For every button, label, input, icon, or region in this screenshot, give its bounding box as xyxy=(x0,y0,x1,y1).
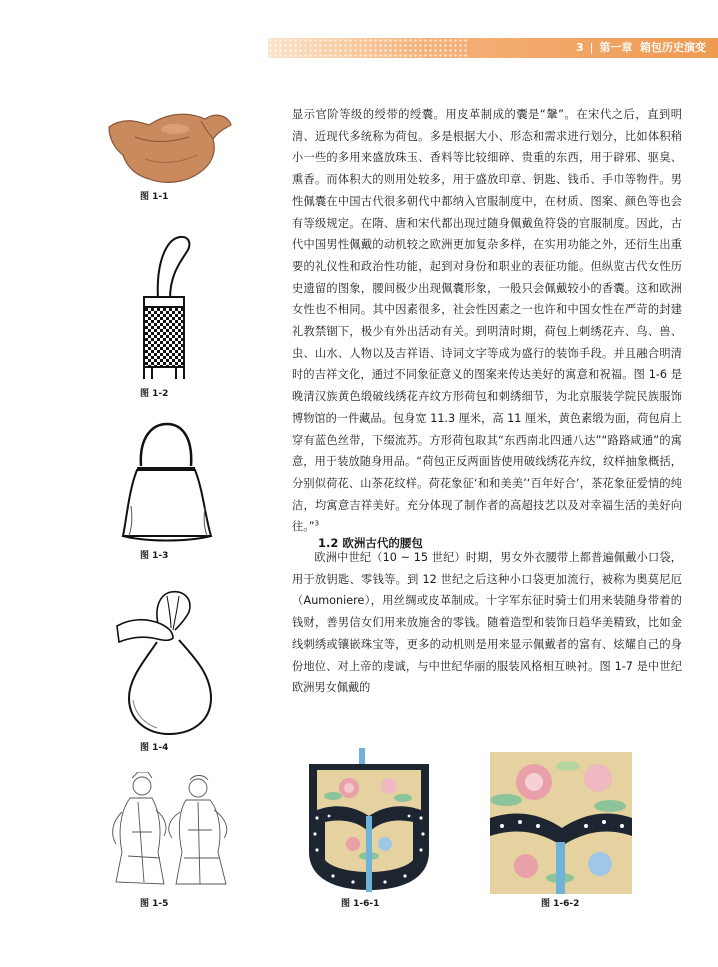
caption-figure-1-6-1: 图 1-6-1 xyxy=(341,899,380,909)
figure-1-5-medieval-figures xyxy=(108,772,236,890)
page-number: 3 xyxy=(575,41,584,54)
paragraph-2: 欧洲中世纪（10 ~ 15 世纪）时期，男女外衣腰带上都普遍佩戴小口袋，用于放钥匙、零钱等。到 12 世纪之后这种小口袋更加流行，被称为奥莫尼厄（Aumoniere），用丝绸或皮革制成。十字军东征时骑士们用来装随身带着的钱财，善男信女们用来放施舍的零钱。随着造型和装饰日趋华美精致，比如金线刺绣或镶嵌珠宝等，更多的动机则是用来显示佩戴者的富有、炫耀自己的身份地位、对上帝的虔诚，与中世纪华丽的服装风格相互映衬。图 1-7 是中世纪欧洲男女佩戴的 xyxy=(292,551,682,695)
chapter-number: 第一章 xyxy=(599,41,633,54)
caption-figure-1-1: 图 1-1 xyxy=(140,192,169,202)
chapter-title: 箱包历史演变 xyxy=(640,41,706,54)
figure-1-6-1-embroidered-pouch xyxy=(303,748,435,894)
caption-figure-1-4: 图 1-4 xyxy=(140,743,169,753)
header-dot-pattern xyxy=(268,38,468,58)
paragraph-1: 显示官阶等级的绶带的绶囊。用皮革制成的囊是“鞶”。在宋代之后，直到明清、近现代多统称为荷包。多是根据大小、形态和需求进行划分，比如体积稍小一些的多用来盛放珠玉、香料等比较细碎、贵重的东西，用于辟邪、驱臭、熏香。而体积大的则用处较多，用于盛放印章、钥匙、钱币、手巾等物件。男性佩囊在中国古代很多朝代中都纳入官服制度中，在材质、图案、颜色等也会有等级规定。在隋、唐和宋代都出现过随身佩戴鱼符袋的官服制度。因此，古代中国男性佩戴的动机较之欧洲更加复杂多样，在实用功能之外，还衍生出重要的礼仪性和政治性功能，起到对身份和职业的表征功能。但纵览古代女性历史遗留的图象，腰间极少出现佩囊形象，一般只会佩戴较小的香囊。这和欧洲女性也不相同。其中因素很多，社会性因素之一也许和中国女性在严苛的封建礼教禁锢下，极少有外出活动有关。到明清时期，荷包上刺绣花卉、鸟、兽、虫、山水、人物以及吉祥语、诗词文字等成为盛行的装饰手段。并且融合明清时的吉祥文化，通过不同象征意义的图案来传达美好的寓意和祝福。图 1-6 是晚清汉族黄色缎破线绣花卉纹方形荷包和刺绣细节，为北京服装学院民族服饰博物馆的一件藏品。包身宽 11.3 厘米，高 11 厘米，黄色素缎为面，荷包肩上穿有蓝色丝带，下缀流苏。方形荷包取其“东西南北四通八达”“路路咸通”的寓意，用于装放随身用品。“荷包正反两面皆使用破线绣花卉纹，纹样抽象概括，分别似荷花、山茶花纹样。荷花象征‘和和美美’‘百年好合’，茶花象征爱情的纯洁，均寓意吉祥美好。充分体现了制作者的高超技艺以及对幸福生活的美好向往。”$^3$ xyxy=(292,108,682,534)
figure-1-6-2-embroidery-detail xyxy=(490,752,632,894)
figure-1-2-checkered-purse xyxy=(130,233,200,381)
figure-1-3-bell-bag xyxy=(107,420,227,545)
running-header: 3 | 第一章 箱包历史演变 xyxy=(575,41,706,54)
caption-figure-1-2: 图 1-2 xyxy=(140,389,169,399)
footnote-ref: 3 xyxy=(314,519,320,528)
figure-1-4-drawstring-sack xyxy=(113,588,225,738)
caption-figure-1-6-2: 图 1-6-2 xyxy=(541,899,580,909)
figure-1-1-leather-pouch xyxy=(105,103,235,188)
caption-figure-1-5: 图 1-5 xyxy=(140,899,169,909)
section-title: 1.2 欧洲古代的腰包 xyxy=(318,536,423,550)
caption-figure-1-3: 图 1-3 xyxy=(140,551,169,561)
